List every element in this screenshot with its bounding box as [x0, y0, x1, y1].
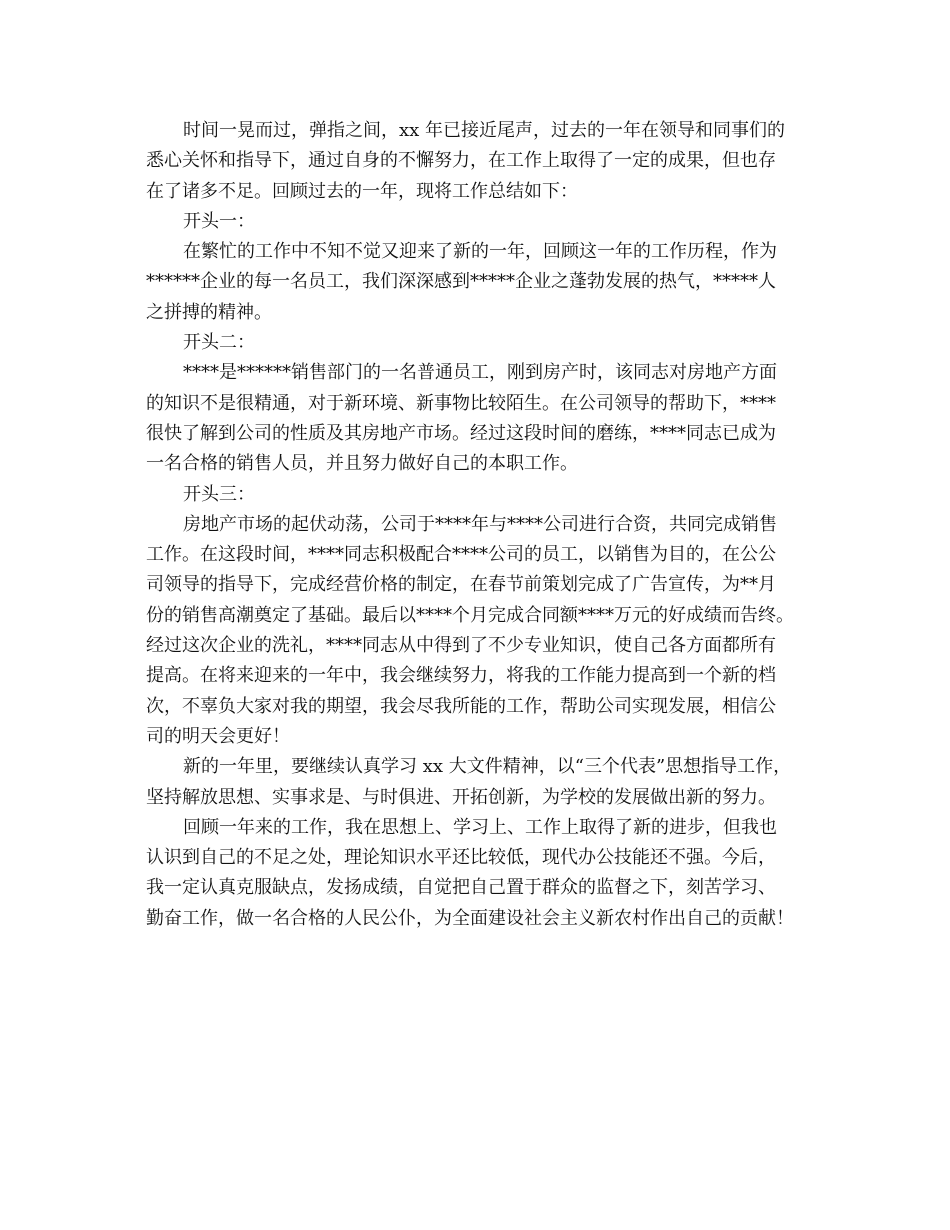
text-line: 开头一：	[183, 210, 255, 232]
paragraph-opening-two	[146, 358, 806, 479]
text-line: 司领导的指导下，完成经营价格的制定，在春节前策划完成了广告宣传，为**月	[146, 574, 776, 596]
text-line: 回顾一年来的工作，我在思想上、学习上、工作上取得了新的进步，但我也	[183, 816, 777, 838]
text-line: 在了诸多不足。回顾过去的一年，现将工作总结如下：	[146, 180, 578, 202]
paragraph-review	[146, 813, 806, 934]
text-line: 开头二：	[183, 332, 255, 354]
text-line: 的知识不是很精通，对于新环境、新事物比较陌生。在公司领导的帮助下，****	[146, 392, 776, 414]
paragraph-opening-one	[146, 237, 806, 328]
document-body	[146, 116, 806, 934]
text-line: 一名合格的销售人员，并且努力做好自己的本职工作。	[146, 453, 578, 475]
heading-opening-one	[146, 207, 806, 237]
text-line: 提高。在将来迎来的一年中，我会继续努力，将我的工作能力提高到一个新的档	[146, 665, 776, 687]
text-line: 司的明天会更好！	[146, 725, 290, 747]
text-line: 勤奋工作，做一名合格的人民公仆，为全面建设社会主义新农村作出自己的贡献！	[146, 907, 794, 929]
text-line: 新的一年里，要继续认真学习 xx 大文件精神，以“三个代表”思想指导工作，	[183, 756, 792, 778]
heading-opening-two	[146, 328, 806, 358]
heading-opening-three	[146, 480, 806, 510]
paragraph-new-year	[146, 752, 806, 813]
text-line: 房地产市场的起伏动荡，公司于****年与****公司进行合资，共同完成销售	[183, 513, 777, 535]
text-line: 我一定认真克服缺点，发扬成绩，自觉把自己置于群众的监督之下，刻苦学习、	[146, 877, 776, 899]
text-line: 次，不辜负大家对我的期望，我会尽我所能的工作，帮助公司实现发展，相信公	[146, 695, 776, 717]
text-line: 悉心关怀和指导下，通过自身的不懈努力，在工作上取得了一定的成果，但也存	[146, 150, 776, 172]
paragraph-intro	[146, 116, 806, 207]
text-line: 很快了解到公司的性质及其房地产市场。经过这段时间的磨练，****同志已成为	[146, 422, 776, 444]
text-line: 坚持解放思想、实事求是、与时俱进、开拓创新，为学校的发展做出新的努力。	[146, 786, 776, 808]
paragraph-opening-three	[146, 510, 806, 752]
text-line: 时间一晃而过，弹指之间，xx 年已接近尾声，过去的一年在领导和同事们的	[183, 120, 786, 141]
text-line: 在繁忙的工作中不知不觉又迎来了新的一年，回顾这一年的工作历程，作为	[183, 241, 777, 263]
text-line: 之拼搏的精神。	[146, 301, 272, 323]
text-line: ******企业的每一名员工，我们深深感到*****企业之蓬勃发展的热气，*****人	[146, 271, 776, 293]
text-line: 开头三：	[183, 483, 255, 505]
text-line: 份的销售高潮奠定了基础。最后以****个月完成合同额****万元的好成绩而告终。	[146, 604, 794, 626]
text-line: 工作。在这段时间，****同志积极配合****公司的员工，以销售为目的，在公公	[146, 544, 776, 566]
text-line: 认识到自己的不足之处，理论知识水平还比较低，现代办公技能还不强。今后，	[146, 847, 776, 869]
text-line: 经过这次企业的洗礼，****同志从中得到了不少专业知识，使自己各方面都所有	[146, 635, 776, 657]
text-line: ****是******销售部门的一名普通员工，刚到房产时，该同志对房地产方面	[183, 362, 777, 384]
